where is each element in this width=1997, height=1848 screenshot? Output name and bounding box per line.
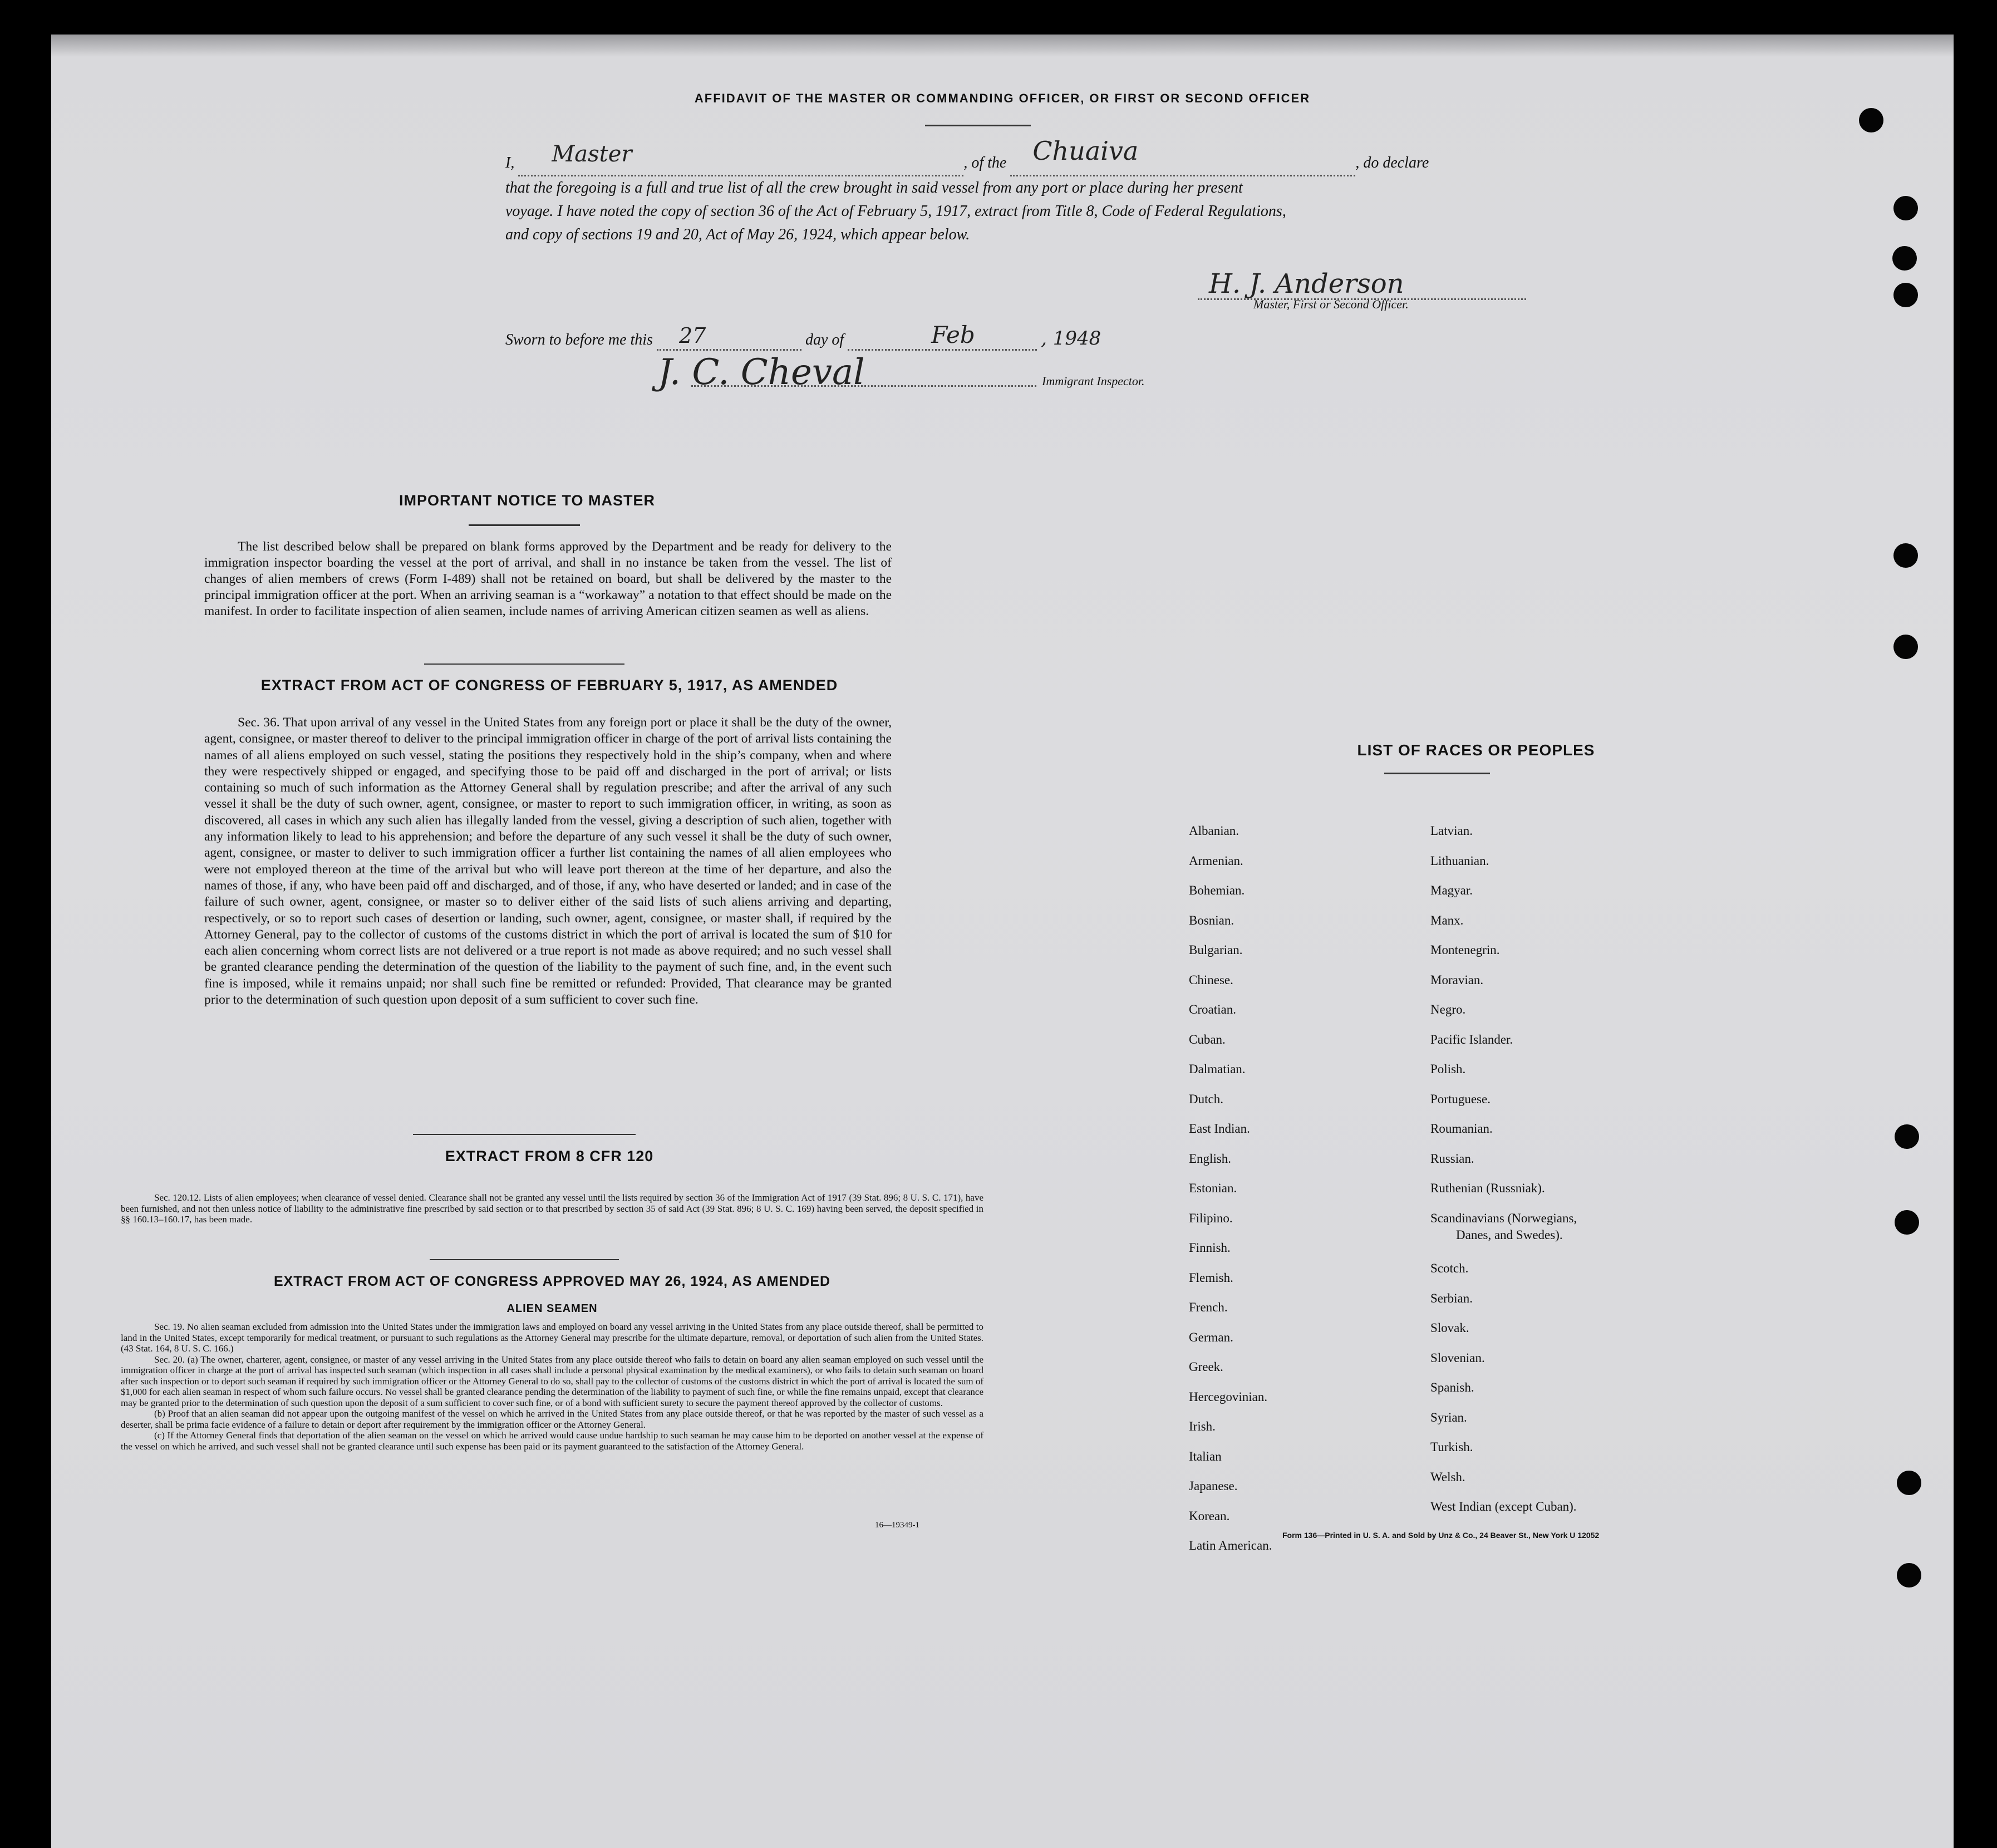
extract-1924-body: [121, 1321, 983, 1452]
punch-hole: [1897, 1563, 1921, 1587]
race-item: Albanian.: [1189, 824, 1239, 838]
affidavit-line-3: voyage. I have noted the copy of section 36 of the Act of February 5, 1917, extract from Title 8, Code of Federal Regulations,: [505, 203, 1286, 220]
race-item: Latvian.: [1430, 824, 1473, 838]
race-item: Magyar.: [1430, 883, 1473, 897]
race-item: Lithuanian.: [1430, 853, 1489, 868]
race-item: Bohemian.: [1189, 883, 1245, 897]
race-item: Russian.: [1430, 1151, 1474, 1166]
race-item: Hercegovinian.: [1189, 1389, 1268, 1404]
notice-title-rule: [469, 524, 580, 526]
i-label: I,: [505, 154, 515, 171]
race-item: Syrian.: [1430, 1410, 1467, 1424]
master-signature-block: [1187, 268, 1537, 313]
affidavit-title-rule: [925, 125, 1031, 126]
notice-title: IMPORTANT NOTICE TO MASTER: [399, 492, 655, 509]
punch-hole: [1893, 283, 1918, 307]
officer-title-field: [518, 141, 963, 176]
race-item: East Indian.: [1189, 1122, 1250, 1136]
race-item: German.: [1189, 1330, 1233, 1344]
punch-hole: [1897, 1471, 1921, 1495]
race-item: Serbian.: [1430, 1291, 1473, 1305]
declare-label: , do declare: [1355, 154, 1429, 171]
race-item: Roumanian.: [1430, 1122, 1493, 1136]
race-item: Turkish.: [1430, 1440, 1473, 1454]
race-item: Spanish.: [1430, 1380, 1474, 1394]
sworn-month-handwritten: Feb: [931, 321, 975, 348]
race-item: Chinese.: [1189, 972, 1233, 987]
extract-1924-title: EXTRACT FROM ACT OF CONGRESS APPROVED MAY 26, 1924, AS AMENDED: [273, 1274, 831, 1289]
extract-1917-body: Sec. 36. That upon arrival of any vessel in the United States from any foreign port or place it shall be the duty of the owner, agent, consignee, or master thereof to deliver to the principal immigration officer in charge of the port of arrival lists containing the names of all aliens employed on such vessel, stating the positions they respectively hold in the ship’s company, when and where they were respectively shipped or engaged, and specifying those to be paid off and discharged in the port of arrival; or lists containing so much of such information as the Attorney General shall by regulation prescribe; and after the arrival of any such vessel it shall be the duty of such owner, agent, consignee, or master to report to such immigration officer, in writing, as soon as discovered, all cases in which any such alien has illegally landed from the vessel, giving a description of such alien, together with any information likely to lead to his apprehension; and before the departure of any such vessel it shall be the duty of such owner, agent, consignee, or master to deliver to such immigration officer a further list containing the names of all alien employees who were not employed thereon at the time of the arrival but who will leave port thereon at the time of her departure, and also the names of those, if any, who have been paid off and discharged, and of those, if any, who have deserted or landed; and in case of the failure of such owner, agent, consignee, or master so to deliver either of the said lists of such aliens arriving and departing, respectively, or so to report such cases of desertion or landing, such owner, agent, consignee, or master shall, if required by the Attorney General, pay to the collector of customs of the customs district in which the port of arrival is located the sum of $10 for each alien concerning whom correct lists are not delivered or a true report is not made as above required; and no such vessel shall be granted clearance pending the determination of the question of the liability to the payment of such fine, and, in the event such fine is imposed, while it remains unpaid; nor shall such fine be remitted or refunded: Provided, That clearance may be granted prior to the determination of such question upon deposit of a sum sufficient to cover such fine.: [204, 715, 892, 1007]
race-item: Irish.: [1189, 1419, 1216, 1433]
affidavit-line-1: [505, 136, 1563, 176]
sec-20c: (c) If the Attorney General finds that deportation of the alien seaman on the vessel on which he arrived would cause undue hardship to such seaman he may cause him to be deported on another vessel at the expense of the vessel on which he arrived, and such vessel shall not be granted clearance until such expense has been paid or its payment guaranteed to the satisfaction of the Attorney General.: [121, 1430, 983, 1452]
extract-cfr-title: EXTRACT FROM 8 CFR 120: [445, 1148, 654, 1164]
punch-hole: [1893, 635, 1918, 659]
race-item: French.: [1189, 1300, 1228, 1314]
race-item: Filipino.: [1189, 1211, 1233, 1225]
punch-hole: [1892, 246, 1917, 271]
inspector-signature-block: [608, 335, 1198, 419]
sec-20a: Sec. 20. (a) The owner, charterer, agent, consignee, or master of any vessel arriving in the United States from any place outside thereof who fails to detain on board any alien seaman employed on such vessel until the immigration officer in charge at the port of arrival has inspected such seaman (which inspection in all cases shall include a personal physical examination by the medical examiners), or who fails to detain such seaman on board after such inspection or to deport such seaman if required by such immigration officer or the Attorney General to do so, shall pay to the collector of customs of the customs district in which the port of arrival is located the sum of $1,000 for each alien seaman in respect of whom such failure occurs. No vessel shall be granted clearance pending the determination of the liability to payment of such fine, or while the fine remains unpaid, except that clearance may be granted prior to the determination of such question upon the deposit of a sum sufficient to cover such fine, or of a bond with sufficient surety to secure the payment thereof approved by the collector of customs.: [121, 1354, 983, 1408]
races-title-rule: [1384, 773, 1490, 774]
punch-hole: [1893, 196, 1918, 220]
race-item: Danes, and Swedes).: [1456, 1227, 1563, 1242]
race-item: Pacific Islander.: [1430, 1032, 1513, 1046]
race-item: Estonian.: [1189, 1181, 1237, 1195]
notice-body: The list described below shall be prepared on blank forms approved by the Department and be ready for delivery to the immigration inspector boarding the vessel at the port of arrival, and shall in no instance be taken from the vessel. The list of changes of alien members of crews (Form I-489) shall not be retained on board, but shall be delivered by the master to the principal immigration officer at the port. When an arriving seaman is a “workaway” a notation to that effect should be made on the manifest. In order to facilitate inspection of alien seamen, include names of arriving American citizen seamen as well as aliens.: [204, 539, 892, 618]
sec-20b: (b) Proof that an alien seaman did not appear upon the outgoing manifest of the vessel on which he arrived in the United States from any place outside thereof, or that he was reported by the master of such vessel as a deserter, shall be prima facie evidence of a failure to detain or deport after requirement by the immigration officer or the Attorney General.: [121, 1408, 983, 1430]
race-item: Italian: [1189, 1449, 1222, 1463]
race-item: Flemish.: [1189, 1270, 1233, 1285]
punch-hole: [1895, 1210, 1919, 1235]
race-item: Negro.: [1430, 1002, 1466, 1016]
punch-hole: [1893, 543, 1918, 568]
race-item: Slovenian.: [1430, 1350, 1485, 1365]
of-the-label: , of the: [963, 154, 1007, 171]
master-signature-caption: Master, First or Second Officer.: [1253, 297, 1409, 311]
race-item: Bosnian.: [1189, 913, 1234, 927]
race-item: Greek.: [1189, 1360, 1223, 1374]
sec-19: Sec. 19. No alien seaman excluded from admission into the United States under the immigration laws and employed on board any vessel arriving in the United States from any place outside thereof, shall be permitted to land in the United States, except temporarily for medical treatment, or pursuant to such regulations as the Attorney General may prescribe for the ultimate departure, removal, or deportation of such alien from the United States. (43 Stat. 164, 8 U. S. C. 166.): [121, 1321, 983, 1354]
sworn-label: Sworn to before me this: [505, 331, 653, 348]
race-item: Croatian.: [1189, 1002, 1236, 1016]
page-top-shadow: [51, 35, 1954, 57]
race-item: Ruthenian (Russniak).: [1430, 1181, 1545, 1195]
race-item: Scandinavians (Norwegians,: [1430, 1211, 1577, 1225]
inspector-signature: J. C. Cheval: [658, 352, 865, 393]
officer-title-handwritten: Master: [552, 141, 632, 167]
extract-cfr-divider: [430, 1259, 619, 1260]
race-item: English.: [1189, 1151, 1232, 1166]
race-item: West Indian (except Cuban).: [1430, 1500, 1577, 1513]
race-item: Scotch.: [1430, 1261, 1469, 1275]
extract-1924-subtitle: ALIEN SEAMEN: [506, 1303, 598, 1315]
races-title: LIST OF RACES OR PEOPLES: [1357, 741, 1595, 759]
affidavit-line-2: that the foregoing is a full and true list of all the crew brought in said vessel from any port or place during her present: [505, 179, 1243, 196]
race-item: Latin American.: [1189, 1539, 1272, 1552]
extract-1917-divider: [413, 1134, 636, 1135]
race-item: Welsh.: [1430, 1469, 1465, 1484]
extract-1917-title: EXTRACT FROM ACT OF CONGRESS OF FEBRUARY 5, 1917, AS AMENDED: [260, 677, 838, 694]
document-page: [51, 35, 1954, 1848]
inspector-signature-line: [691, 372, 1036, 387]
race-item: Cuban.: [1189, 1032, 1226, 1046]
affidavit-title: AFFIDAVIT OF THE MASTER OR COMMANDING OFFICER, OR FIRST OR SECOND OFFICER: [694, 91, 1311, 105]
race-item: Dutch.: [1189, 1092, 1223, 1106]
sworn-year-handwritten: , 1948: [1041, 327, 1101, 350]
race-item: Korean.: [1189, 1508, 1230, 1523]
master-signature: H. J. Anderson: [1209, 268, 1404, 299]
race-item: Finnish.: [1189, 1241, 1231, 1255]
race-item: Manx.: [1430, 913, 1464, 927]
inspector-caption: Immigrant Inspector.: [1042, 374, 1145, 388]
affidavit-line-4: and copy of sections 19 and 20, Act of May 26, 1924, which appear below.: [505, 226, 970, 243]
affidavit-body: [505, 136, 1563, 247]
punch-hole: [1859, 108, 1883, 132]
race-item: Moravian.: [1430, 972, 1484, 987]
race-item: Armenian.: [1189, 853, 1243, 868]
race-item: Montenegrin.: [1430, 943, 1500, 957]
race-item: Japanese.: [1189, 1479, 1238, 1493]
sworn-day-handwritten: 27: [678, 323, 706, 348]
notice-divider: [424, 663, 624, 665]
vessel-name-field: [1010, 136, 1355, 176]
printer-footer: Form 136—Printed in U. S. A. and Sold by Unz & Co., 24 Beaver St., New York U 12052: [1282, 1531, 1600, 1540]
race-item: Portuguese.: [1430, 1092, 1491, 1106]
race-item: Polish.: [1430, 1062, 1466, 1076]
vessel-name-handwritten: Chuaiva: [1032, 136, 1139, 166]
day-of-label: day of: [805, 331, 844, 348]
form-number: 16—19349-1: [875, 1521, 919, 1530]
race-item: Slovak.: [1430, 1321, 1469, 1335]
race-item: Bulgarian.: [1189, 943, 1243, 957]
race-item: Dalmatian.: [1189, 1062, 1246, 1076]
punch-hole: [1895, 1124, 1919, 1149]
extract-cfr-body: Sec. 120.12. Lists of alien employees; when clearance of vessel denied. Clearance shall not be granted any vessel until the lists required by section 36 of the Immigration Act of 1917 (39 Stat. 896; 8 U. S. C. 171), have been furnished, and not then unless notice of liability to the administrative fine prescribed by said section or to that prescribed by section 35 of said Act (39 Stat. 896; 8 U. S. C. 169) having been served, the deposit specified in §§ 160.13–160.17, has been made.: [121, 1192, 983, 1225]
